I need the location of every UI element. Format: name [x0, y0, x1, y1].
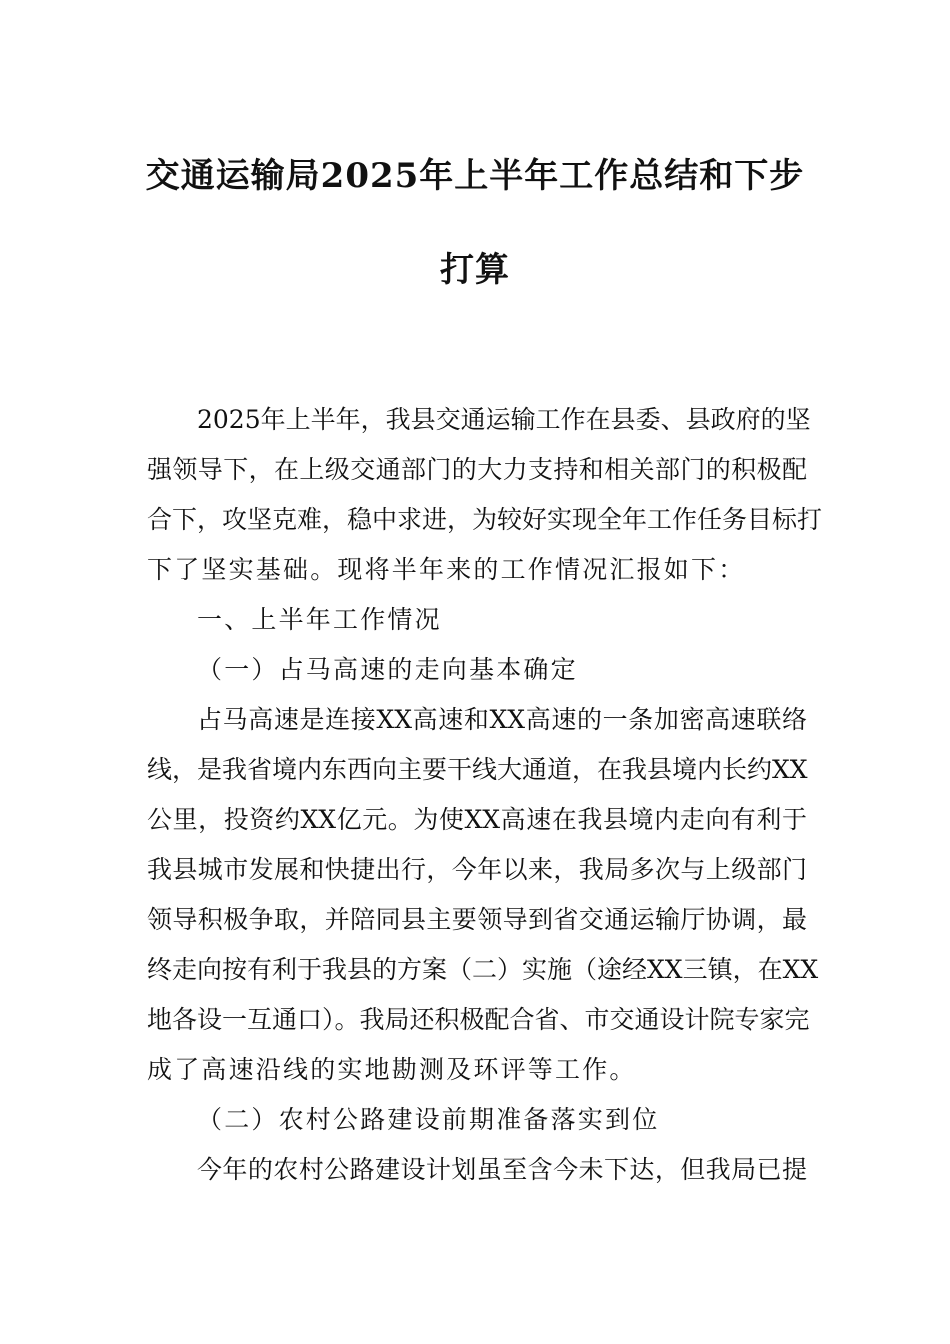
- paragraph-line: 我县城市发展和快捷出行，今年以来，我局多次与上级部门: [147, 855, 807, 884]
- paragraph-line: （二）农村公路建设前期准备落实到位: [197, 1105, 660, 1134]
- paragraph-line: 公里，投资约XX亿元。为使XX高速在我县境内走向有利于: [147, 805, 807, 834]
- paragraph-line: 合下，攻坚克难，稳中求进，为较好实现全年工作任务目标打: [147, 505, 823, 534]
- paragraph-line: 占马高速是连接XX高速和XX高速的一条加密高速联络: [197, 705, 807, 734]
- paragraph-line: 一、上半年工作情况: [197, 605, 442, 634]
- document-title-line-1: 交通运输局2025年上半年工作总结和下步: [145, 156, 805, 196]
- document-body: [147, 400, 823, 1200]
- paragraph-line: 今年的农村公路建设计划虽至含今未下达，但我局已提: [197, 1155, 807, 1184]
- paragraph-line: 2025年上半年，我县交通运输工作在县委、县政府的坚: [197, 405, 811, 434]
- paragraph-line: 下了坚实基础。现将半年来的工作情况汇报如下：: [147, 555, 746, 584]
- paragraph-line: 地各设一互通口）。我局还积极配合省、市交通设计院专家完: [147, 1005, 810, 1034]
- document-title-line-2: 打算: [440, 250, 510, 290]
- paragraph-line: 终走向按有利于我县的方案（二）实施（途经XX三镇，在XX: [147, 955, 819, 984]
- paragraph-line: 领导积极争取，并陪同县主要领导到省交通运输厅协调，最: [147, 905, 807, 934]
- paragraph-line: 线，是我省境内东西向主要干线大通道，在我县境内长约XX: [147, 755, 808, 784]
- paragraph-line: 成了高速沿线的实地勘测及环评等工作。: [147, 1055, 637, 1084]
- paragraph-line: （一）占马高速的走向基本确定: [197, 655, 578, 684]
- paragraph-line: 强领导下，在上级交通部门的大力支持和相关部门的积极配: [147, 455, 807, 484]
